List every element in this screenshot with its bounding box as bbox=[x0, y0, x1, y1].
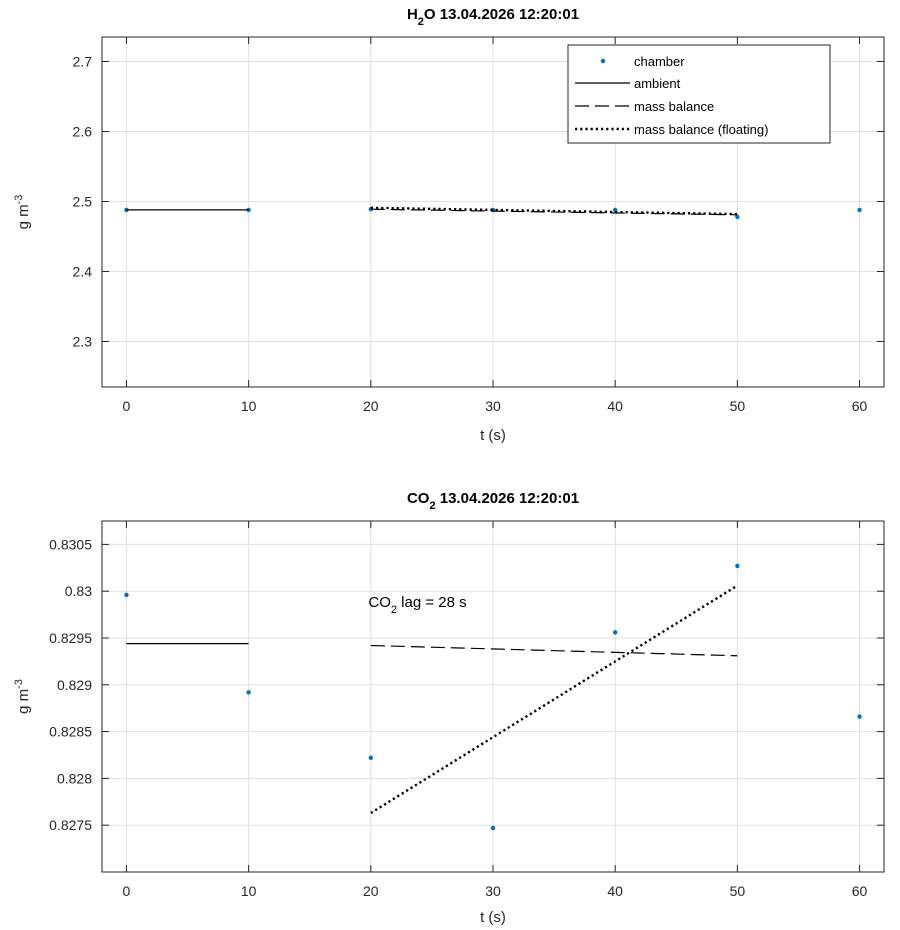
y-tick-label: 2.5 bbox=[72, 193, 92, 210]
chamber-point bbox=[491, 826, 495, 830]
x-tick-label: 50 bbox=[729, 883, 746, 899]
mass-balance-line bbox=[371, 645, 738, 655]
co2-chart bbox=[13, 490, 884, 926]
y-tick-label: 2.3 bbox=[72, 333, 92, 350]
x-tick-label: 60 bbox=[851, 398, 868, 414]
y-tick-label: 0.83 bbox=[64, 583, 92, 600]
legend-label: mass balance (floating) bbox=[634, 122, 769, 137]
y-tick-label: 0.8285 bbox=[49, 723, 92, 740]
lag-annotation: $CO_2$ lag = 28 s bbox=[368, 594, 467, 617]
chart-title: $H_2O$ 13.04.2026 12:20:01 bbox=[406, 6, 580, 28]
mass-balance-floating-line bbox=[371, 586, 738, 813]
legend-chamber-marker bbox=[601, 59, 605, 63]
y-tick-label: 2.7 bbox=[72, 53, 92, 70]
x-tick-label: 40 bbox=[607, 398, 623, 414]
mass-balance-floating-line bbox=[371, 208, 738, 214]
x-tick-label: 10 bbox=[240, 398, 257, 414]
y-axis-label: g $m^{-3}$ bbox=[13, 679, 32, 714]
chamber-point bbox=[246, 690, 250, 694]
h2o-chart bbox=[13, 6, 884, 444]
chamber-point bbox=[124, 593, 128, 597]
x-tick-label: 40 bbox=[607, 883, 623, 899]
x-tick-label: 60 bbox=[851, 883, 868, 899]
chamber-point bbox=[369, 756, 373, 760]
y-tick-label: 2.4 bbox=[72, 263, 92, 280]
x-tick-label: 0 bbox=[122, 883, 131, 899]
y-tick-label: 2.6 bbox=[72, 123, 92, 140]
x-tick-label: 0 bbox=[122, 398, 131, 414]
x-tick-label: 50 bbox=[729, 398, 746, 414]
x-tick-label: 20 bbox=[363, 883, 379, 899]
chart-title: $CO_2$ 13.04.2026 12:20:01 bbox=[406, 490, 580, 512]
y-tick-label: 0.829 bbox=[56, 676, 92, 693]
y-tick-label: 0.8275 bbox=[49, 817, 92, 834]
x-axis-label: t (s) bbox=[480, 909, 506, 926]
chamber-point bbox=[613, 630, 617, 634]
x-tick-label: 30 bbox=[485, 883, 501, 899]
y-axis-label: g $m^{-3}$ bbox=[13, 194, 32, 230]
legend-label: chamber bbox=[634, 54, 685, 69]
y-tick-label: 0.8305 bbox=[49, 536, 92, 553]
x-axis-label: t (s) bbox=[480, 427, 506, 444]
x-tick-label: 20 bbox=[363, 398, 379, 414]
legend-label: ambient bbox=[634, 76, 681, 91]
legend bbox=[568, 45, 830, 143]
x-tick-label: 30 bbox=[485, 398, 501, 414]
y-tick-label: 0.828 bbox=[56, 770, 92, 787]
chamber-point bbox=[735, 564, 739, 568]
chamber-point bbox=[857, 714, 861, 718]
chamber-point bbox=[857, 208, 861, 212]
x-tick-label: 10 bbox=[240, 883, 257, 899]
y-tick-label: 0.8295 bbox=[49, 630, 92, 646]
legend-label: mass balance bbox=[634, 99, 715, 114]
